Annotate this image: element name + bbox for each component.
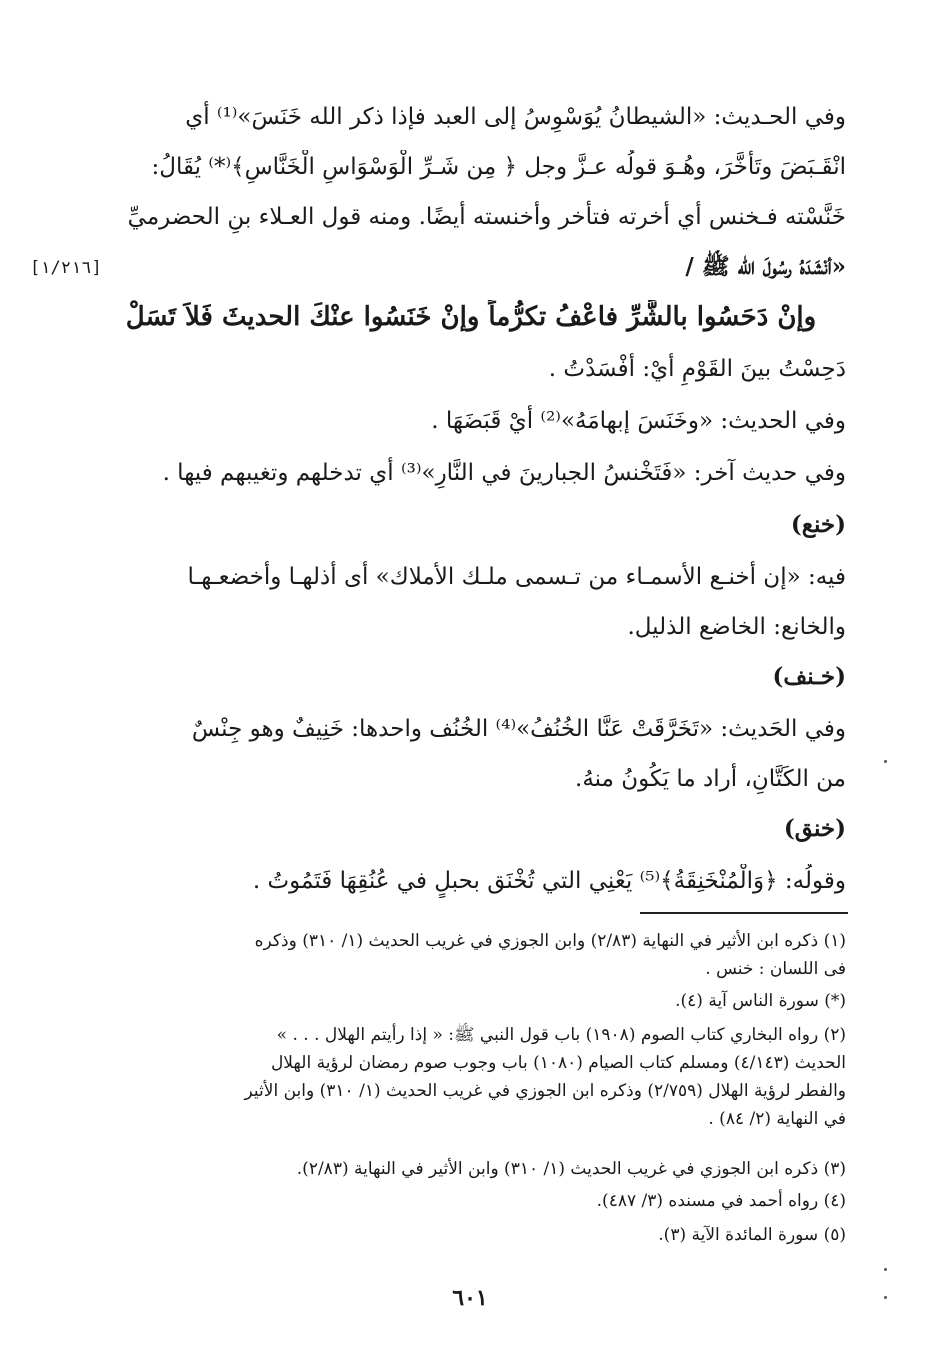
body-line: خَنَّسْته فـخنس أي أخرته فتأخر وأخنسته أيضًا. ومنه قول العـلاء بنِ الحضرميِّ <box>127 204 846 230</box>
scan-speck <box>884 1296 887 1299</box>
body-line: وقولُه: ﴿وَالْمُنْخَنِقَةُ﴾⁽⁵⁾ يَعْنِي التي تُخْنَق بحبلٍ في عُنُقِهَا فَتَمُوتُ . <box>252 868 846 894</box>
entry-heading: (خنق) <box>783 815 846 842</box>
footnote-line: الحديث (٤/١٤٣) ومسلم كتاب الصيام (١٠٨٠) باب وجوب صوم رمضان لرؤية الهلال <box>270 1053 846 1073</box>
body-line: وفي الحديث: «وخَنَسَ إبهامَهُ»⁽²⁾ أيْ قَبَضَهَا . <box>431 408 846 434</box>
entry-heading: (خـنف) <box>772 663 846 690</box>
page-number: ٦٠١ <box>452 1285 488 1311</box>
footnote-line: (*) سورة الناس آية (٤). <box>675 991 846 1011</box>
body-line: وفي الحَديث: «تَخَرَّقَتْ عَنَّا الخُنُفُ»⁽⁴⁾ الخُنُف واحدها: خَنِيفٌ وهو جِنْسٌ <box>191 716 846 742</box>
footnote-line: (٣) ذكره ابن الجوزي في غريب الحديث (١/ ٣١٠) وابن الأثير في النهاية (٢/٨٣). <box>296 1159 846 1179</box>
poetry-verse: وإنْ دَحَسُوا بالشَّرِّ فاعْفُ تكرُّماً وإنْ خَنَسُوا عنْكَ الحديثَ فَلاَ تَسَلْ <box>125 302 817 332</box>
footnote-line: في النهاية (٢/ ٨٤) . <box>708 1109 846 1129</box>
entry-heading: (خنع) <box>790 511 846 538</box>
footnote-separator <box>640 912 848 914</box>
footnote-line: والفطر لرؤية الهلال (٢/٧٥٩) وذكره ابن الجوزي في غريب الحديث (١/ ٣١٠) وابن الأثير <box>244 1081 846 1101</box>
margin-reference: [١/٢١٦] <box>30 258 102 278</box>
body-line: انْقَـبَضَ وتَأخَّرَ، وهُـوَ قولُه عـزَّ وجل ﴿ مِن شَـرِّ الْوَسْوَاسِ الْخَنَّاسِ﴾⁽*⁾ يُقَالُ: <box>151 154 846 180</box>
footnote-line: (٢) رواه البخاري كتاب الصوم (١٩٠٨) باب قول النبي ﷺ: « إذا رأيتم الهلال . . . » <box>276 1025 846 1045</box>
body-line: فيه: «إن أخنـع الأسمـاء من تـسمى ملـك الأملاك» أى أذلهـا وأخضعـهـا <box>187 564 846 590</box>
footnote-line: فى اللسان : خنس . <box>705 959 846 979</box>
body-line: وفي حديث آخر: «فَتَخْنسُ الجبارينَ في النَّارِ»⁽³⁾ أي تدخلهم وتغيبهم فيها . <box>162 460 846 486</box>
scan-speck <box>884 760 887 763</box>
scan-speck <box>884 1268 887 1271</box>
body-line: دَحِسْتُ بينَ القَوْمِ أيْ: أفْسَدْتُ . <box>548 356 846 382</box>
footnote-line: (٤) رواه أحمد في مسنده (٣/ ٤٨٧). <box>596 1191 846 1211</box>
footnote-line: (٥) سورة المائدة الآية (٣). <box>658 1225 846 1245</box>
body-line: «أنْشَدَهُ رسُولَ الله ﷺ / <box>685 253 846 280</box>
footnote-line: (١) ذكره ابن الأثير في النهاية (٢/٨٣) وابن الجوزي في غريب الحديث (١/ ٣١٠) وذكره <box>254 931 846 951</box>
body-line: من الكَتَّانِ، أراد ما يَكُونُ منهُ. <box>575 766 846 792</box>
body-line: والخانع: الخاضع الذليل. <box>627 614 846 640</box>
body-line: وفي الحـديث: «الشيطانُ يُوَسْوِسُ إلى العبد فإذا ذكر الله خَنَسَ»⁽¹⁾ أي <box>185 104 846 130</box>
